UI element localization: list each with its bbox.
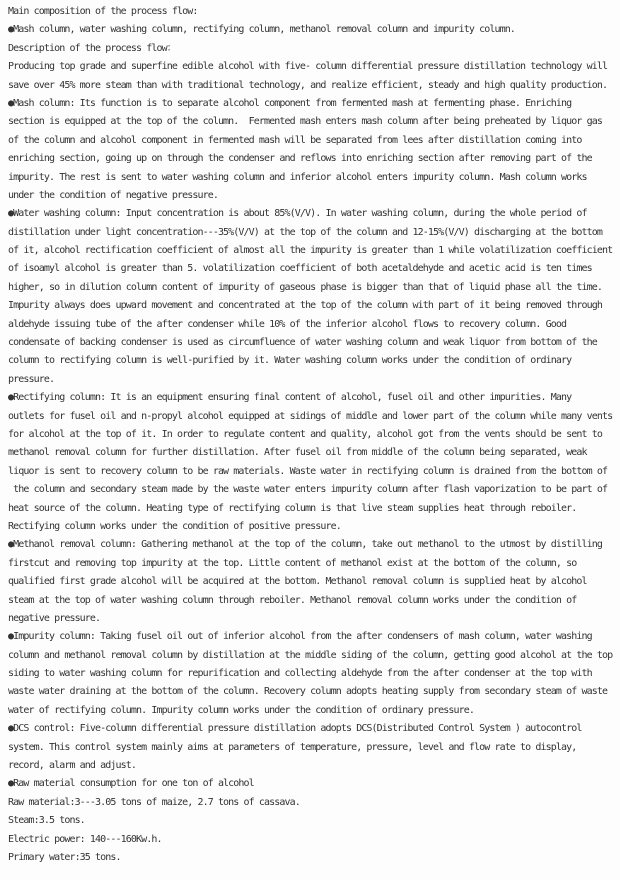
text-line: save over 45% more steam than with traditional technology, and realize efficient, steady and high quality production.: [8, 79, 608, 91]
text-line: ●Water washing column: Input concentration is about 85%(V/V). In water washing column, during the whole period of: [8, 208, 587, 220]
text-line: water of rectifying column. Impurity column works under the condition of ordinary pressure.: [8, 704, 474, 716]
text-line: Main composition of the process flow:: [8, 6, 198, 17]
text-line: column and methanol removal column by distillation at the middle siding of the column, getting good alcohol at the top: [8, 649, 613, 661]
text-line: waste water draining at the bottom of the column. Recovery column adopts heating supply from secondary steam of waste: [8, 686, 608, 698]
text-line: ●Mash column: Its function is to separate alcohol component from fermented mash at fermenting phase. Enriching: [8, 97, 572, 109]
text-line: ●DCS control: Five-column differential pressure distillation adopts DCS(Distributed Control System ) autocontrol: [8, 723, 582, 735]
text-line: liquor is sent to recovery column to be raw materials. Waste water in rectifying column is drained from the bottom of: [8, 465, 608, 477]
text-line: column to rectifying column is well-purified by it. Water washing column works under the condition of ordinary: [8, 355, 572, 367]
text-line: Steam:3.5 tons.: [8, 815, 85, 827]
text-line: impurity. The rest is sent to water washing column and inferior alcohol enters impurity column. Mash column works: [8, 171, 587, 183]
text-line: steam at the top of water washing column through reboiler. Methanol removal column works under the condition of: [8, 594, 577, 606]
text-line: firstcut and removing top impurity at the top. Little content of methanol exist at the bottom of the column, so: [8, 557, 577, 569]
text-line: for alcohol at the top of it. In order to regulate content and quality, alcohol got from the vents should be sent to: [8, 428, 602, 440]
text-line: of isoamyl alcohol is greater than 5. volatilization coefficient of both acetaldehyde and acetic acid is ten times: [8, 263, 592, 275]
text-line: ●Impurity column: Taking fusel oil out of inferior alcohol from the after condensers of mash column, water washing: [8, 631, 592, 643]
text-line: higher, so in dilution column content of impurity of gaseous phase is bigger than that of liquid phase all the time.: [8, 281, 602, 293]
text-line: negative pressure.: [8, 612, 101, 624]
text-line: aldehyde issuing tube of the after condenser while 10% of the inferior alcohol flows to recovery column. Good: [8, 318, 567, 330]
text-line: enriching section, going up on through the condenser and reflows into enriching section after removing part of the: [8, 153, 592, 165]
text-line: Primary water:35 tons.: [8, 851, 121, 863]
text-line: siding to water washing column for repurification and collecting aldehyde from the after condenser at the top with: [8, 668, 592, 680]
text-line: system. This control system mainly aims at parameters of temperature, pressure, level and flow rate to display,: [8, 741, 577, 753]
text-line: ●Mash column, water washing column, rectifying column, methanol removal column and impurity column.: [8, 24, 515, 36]
text-line: Producing top grade and superfine edible alcohol with five- column differential pressure distillation technology will: [8, 61, 608, 73]
text-line: Description of the process flow：: [8, 42, 176, 54]
text-line: ●Methanol removal column: Gathering methanol at the top of the column, take out methanol to the utmost by distilling: [8, 539, 602, 551]
text-line: section is equipped at the top of the column. Fermented mash enters mash column after being preheated by liquor gas: [8, 116, 602, 128]
text-line: condensate of backing condenser is used as circumfluence of water washing column and weak liquor from bottom of the: [8, 337, 597, 349]
text-line: pressure.: [8, 373, 55, 385]
text-line: of it, alcohol rectification coefficient of almost all the impurity is greater than 1 while volatilization coefficient: [8, 245, 613, 257]
text-line: qualified first grade alcohol will be acquired at the bottom. Methanol removal column is supplied heat by alcohol: [8, 576, 587, 588]
document-body: [8, 3, 614, 867]
text-line: distillation under light concentration---35%(V/V) at the top of the column and 12-15%(V/V) discharging at the bottom: [8, 226, 602, 238]
text-line: Rectifying column works under the condition of positive pressure.: [8, 520, 341, 532]
text-line: methanol removal column for further distillation. After fusel oil from middle of the column being separated, weak: [8, 447, 587, 459]
text-line: under the condition of negative pressure.: [8, 189, 218, 201]
text-line: outlets for fusel oil and n-propyl alcohol equipped at sidings of middle and lower part of the column while many vents: [8, 410, 613, 422]
text-line: Impurity always does upward movement and concentrated at the top of the column with part of it being removed through: [8, 300, 602, 312]
text-line: Raw material:3---3.05 tons of maize, 2.7 tons of cassava.: [8, 796, 300, 808]
text-line: ●Raw material consumption for one ton of alcohol: [8, 778, 254, 790]
text-line: Electric power: 140---160Kw.h.: [8, 833, 162, 845]
text-line: ●Rectifying column: It is an equipment ensuring final content of alcohol, fusel oil and other impurities. Many: [8, 392, 572, 404]
text-line: record, alarm and adjust.: [8, 760, 137, 772]
text-line: the column and secondary steam made by the waste water enters impurity column after flash vaporization to be part of: [8, 484, 608, 496]
text-line: of the column and alcohol component in fermented mash will be separated from lees after distillation coming into: [8, 134, 582, 146]
text-line: heat source of the column. Heating type of rectifying column is that live steam supplies heat through reboiler.: [8, 502, 577, 514]
